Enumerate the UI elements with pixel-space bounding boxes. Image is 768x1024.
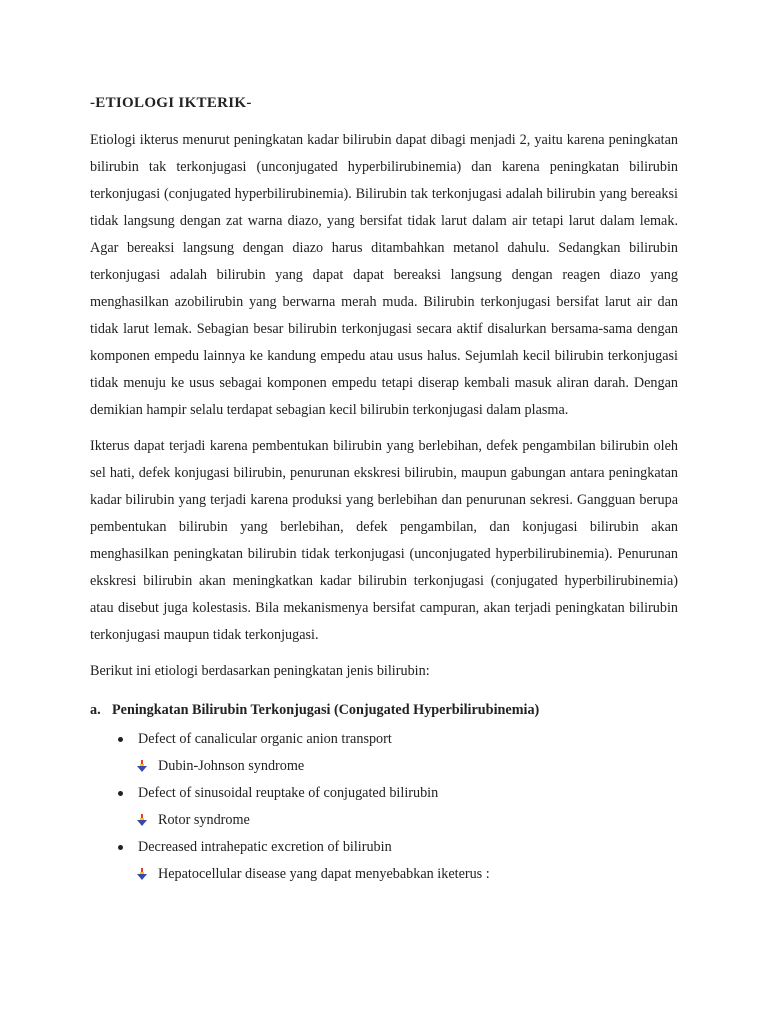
bullet-dot-icon (118, 845, 123, 850)
sub-list-item-text: Hepatocellular disease yang dapat menyebabkan iketerus : (158, 866, 490, 882)
list-item-text: Defect of canalicular organic anion transport (138, 731, 392, 747)
document-page (90, 93, 678, 888)
document-title: -ETIOLOGI IKTERIK- (90, 95, 252, 111)
section-marker: a. (90, 702, 101, 718)
list-item (90, 726, 678, 753)
bullet-dot-icon (118, 791, 123, 796)
paragraph-etiologi: Etiologi ikterus menurut peningkatan kadar bilirubin dapat dibagi menjadi 2, yaitu karena peningkatan bilirubin tak terkonjugasi (unconjugated hyperbilirubinemia) dan karena peningkatan bilirubin terkonjugasi (conjugated hyperbilirubinemia). Bilirubin tak terkonjugasi adalah bilirubin yang bereaksi tidak langsung dengan zat warna diazo, yang bersifat tidak larut dalam air tetapi larut dalam lemak. Agar bereaksi langsung dengan diazo harus ditambahkan metanol dahulu. Sedangkan bilirubin terkonjugasi adalah bilirubin yang dapat dapat bereaksi langsung dengan reagen diazo yang menghasilkan azobilirubin yang berwarna merah muda. Bilirubin terkonjugasi bersifat larut air dan tidak larut lemak. Sebagian besar bilirubin terkonjugasi secara aktif disalurkan bersama-sama dengan komponen empedu lainnya ke kandung empedu atau usus halus. Sejumlah kecil bilirubin terkonjugasi tidak menuju ke usus sebagai komponen empedu tetapi diserap kembali masuk aliran darah. Dengan demikian hampir selalu terdapat sebagian kecil bilirubin terkonjugasi dalam plasma. (90, 132, 678, 418)
paragraph-berikut: Berikut ini etiologi berdasarkan peningkatan jenis bilirubin: (90, 663, 430, 679)
paragraph-ikterus: Ikterus dapat terjadi karena pembentukan bilirubin yang berlebihan, defek pengambilan bilirubin oleh sel hati, defek konjugasi bilirubin, penurunan ekskresi bilirubin, maupun gabungan antara peningkatan kadar bilirubin yang terjadi karena produksi yang berlebihan dan penurunan sekresi. Gangguan berupa pembentukan bilirubin yang berlebihan, defek pengambilan, dan konjugasi bilirubin akan menghasilkan peningkatan bilirubin tidak terkonjugasi (unconjugated hyperbilirubinemia). Penurunan ekskresi bilirubin akan meningkatkan kadar bilirubin terkonjugasi (conjugated hyperbilirubinemia) atau disebut juga kolestasis. Bila mekanismenya bersifat campuran, akan terjadi peningkatan bilirubin terkonjugasi maupun tidak terkonjugasi. (90, 438, 678, 643)
section-heading-text: Peningkatan Bilirubin Terkonjugasi (Conjugated Hyperbilirubinemia) (112, 702, 540, 718)
sub-list-item-text: Dubin-Johnson syndrome (158, 758, 305, 774)
bullet-dot-icon (118, 737, 123, 742)
sub-list-item (90, 753, 678, 780)
section-heading-a (90, 700, 678, 720)
list-item-text: Defect of sinusoidal reuptake of conjugated bilirubin (138, 785, 439, 801)
list-item (90, 780, 678, 807)
sub-list-item-text: Rotor syndrome (158, 812, 250, 828)
arrow-bullet-icon (136, 868, 148, 880)
arrow-bullet-icon (136, 760, 148, 772)
list-item (90, 834, 678, 861)
sub-list-item (90, 861, 678, 888)
sub-list-item (90, 807, 678, 834)
list-item-text: Decreased intrahepatic excretion of bilirubin (138, 839, 392, 855)
arrow-bullet-icon (136, 814, 148, 826)
cause-list (90, 726, 678, 888)
